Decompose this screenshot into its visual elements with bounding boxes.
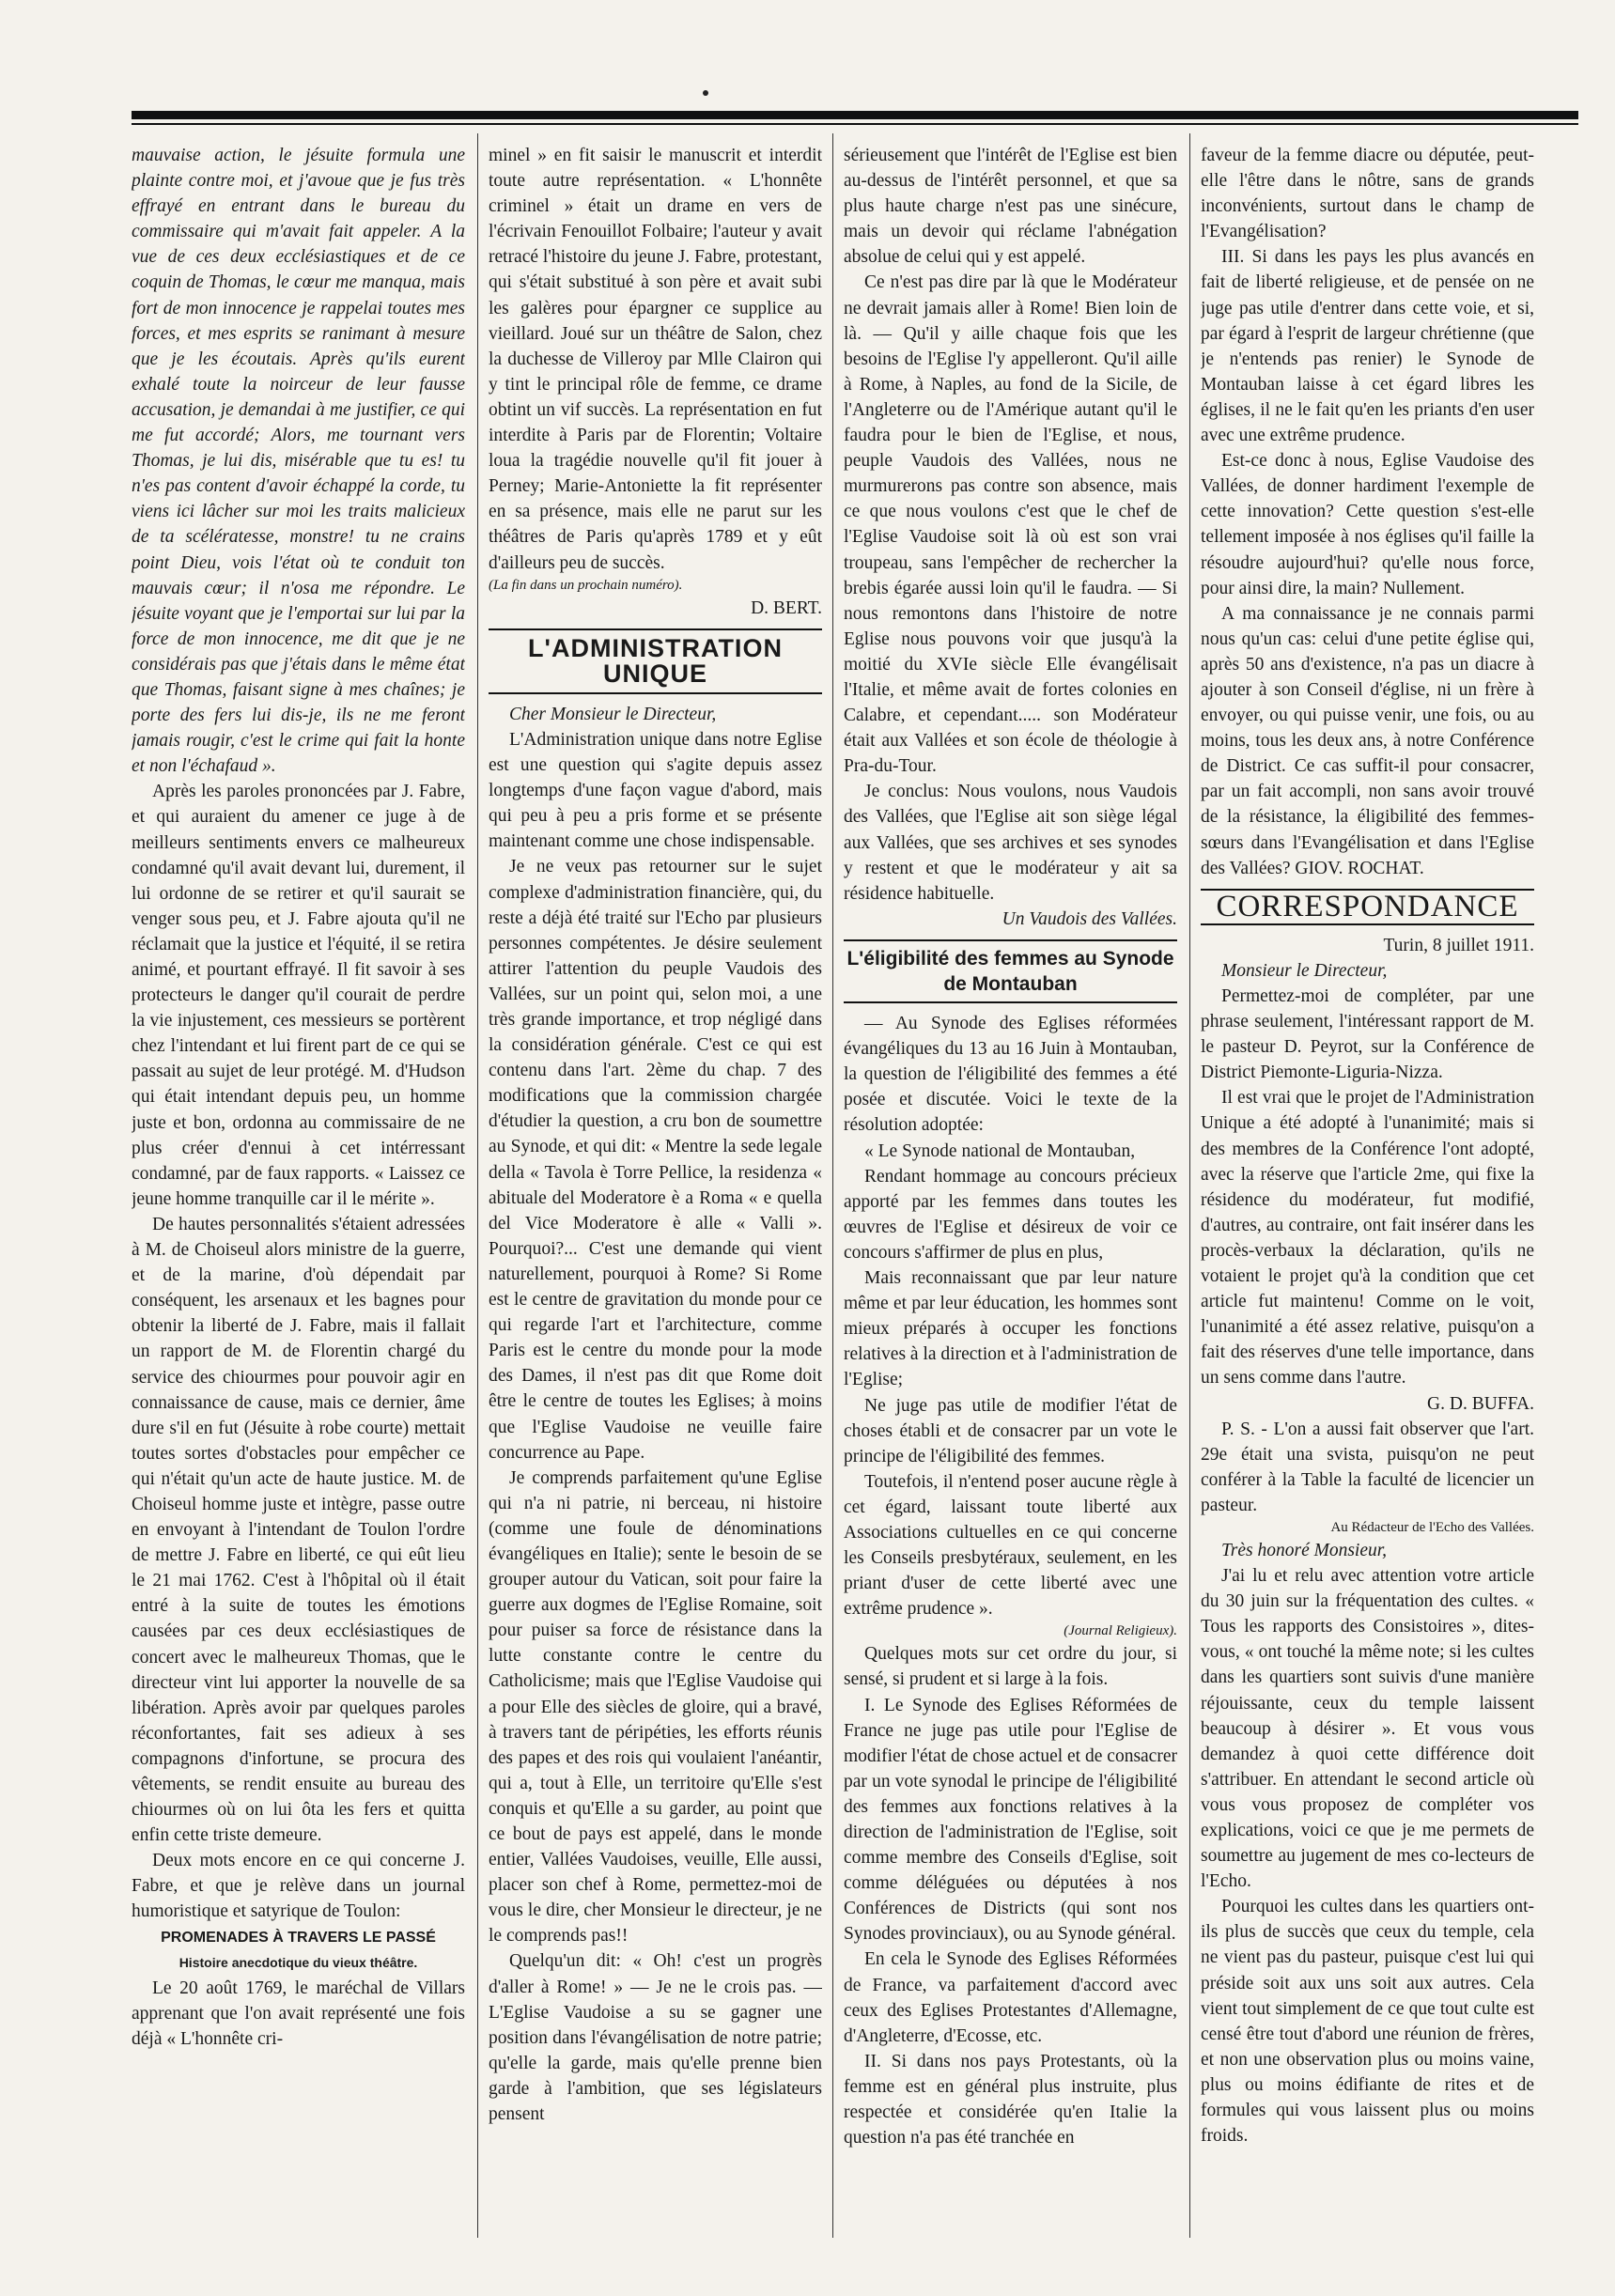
- paragraph: Au Rédacteur de l'Echo des Vallées.: [1330, 1519, 1534, 1535]
- page-mark: [703, 90, 708, 96]
- paragraph: PROMENADES À TRAVERS LE PASSÉ: [161, 1929, 436, 1946]
- header-rule-thin: [132, 123, 1578, 125]
- paragraph: Turin, 8 juillet 1911.: [1383, 935, 1534, 955]
- article-heading: L'éligibilité des femmes au Synode de Montauban: [844, 939, 1177, 1003]
- header-rule: [132, 111, 1578, 119]
- column-divider: [477, 133, 478, 2238]
- paragraph: « Le Synode national de Montauban,: [864, 1140, 1136, 1161]
- column-divider: [1189, 133, 1190, 2238]
- paragraph: Ce n'est pas dire par là que le Modérateur ne devrait jamais aller à Rome! Bien loin de là. — Qu'il y aille chaque fois que les besoins de l'Eglise l'y appelleront. Qu'il aille à Rome, à Naples, au fond de la Sicile, de l'Angleterre ou de l'Amérique autant qu'il le faudra pour le bien de l'Eglise, et nous, peuple Vaudois des Vallées, nous ne murmurerons pas contre son absence, mais ce que nous voulons c'est que le chef de l'Eglise Vaudoise soit là où est son vrai troupeau, sans l'empêcher de rechercher la brebis égarée aussi loin qu'il le faudra. — Si nous remontons dans l'histoire de notre Eglise nous pouvons voir que jusqu'à la moitié du XVIe siècle Elle évangélisait l'Italie, et même avait de fortes colonies en Calabre, et cependant..... son Modérateur était aux Vallées et son école de théologie à Pra-du-Tour.: [844, 272, 1177, 777]
- paragraph: D. BERT.: [751, 597, 822, 618]
- paragraph: P. S. - L'on a aussi fait observer que l'art. 29e était una svista, puisqu'on ne peut conférer à la Table la faculté de licencier un pasteur.: [1201, 1419, 1534, 1515]
- paragraph: Permettez-moi de compléter, par une phrase seulement, l'intéressant rapport de M. le pasteur D. Peyrot, sur la Conférence de District Piemonte-Liguria-Nizza.: [1201, 986, 1534, 1083]
- paragraph: Un Vaudois des Vallées.: [1002, 908, 1177, 929]
- paragraph: III. Si dans les pays les plus avancés en fait de liberté religieuse, et de pensée on ne juge pas utile d'entrer dans cette voie, et si, par égard à l'esprit de largeur chrétienne (que je n'entends pas renier) le Synode de Montauban laisse à cet égard libres les églises, il ne le fait qu'en les priants d'en user avec une extrême prudence.: [1201, 247, 1534, 446]
- column-2: [489, 143, 822, 2228]
- column-1: [132, 143, 465, 2228]
- paragraph: faveur de la femme diacre ou députée, peut-elle l'être dans le nôtre, sans de grands inconvénients, surtout dans le champ de l'Evangélisation?: [1201, 146, 1534, 242]
- paragraph: Est-ce donc à nous, Eglise Vaudoise des Vallées, de donner hardiment l'exemple de cette innovation? Cette question s'est-elle tellement imposée à nos églises qu'il faille la résoudre aujourd'hui? qu'elle nous force, pour ainsi dire, la main? Nullement.: [1201, 451, 1534, 598]
- paragraph: I. Le Synode des Eglises Réformées de France ne juge pas utile pour l'Eglise de modifier l'état de chose actuel et de consacrer par un vote synodal le principe de l'éligibilité des femmes aux fonctions relatives à la direction de l'administration de l'Eglise, soit comme membre des Conseils d'Eglise, soit comme déléguées ou députées à nos Conférences de Districts (qui sont nos Synodes provinciaux), ou au Synode général.: [844, 1695, 1177, 1945]
- article-heading: L'ADMINISTRATION UNIQUE: [489, 628, 822, 694]
- paragraph: Deux mots encore en ce qui concerne J. Fabre, et que je relève dans un journal humoristique et satyrique de Toulon:: [132, 1851, 465, 1922]
- article-heading: CORRESPONDANCE: [1201, 889, 1534, 925]
- paragraph: sérieusement que l'intérêt de l'Eglise est bien au-dessus de l'intérêt personnel, et que sa plus haute charge n'est pas une sinécure, mais un devoir qui réclame l'abnégation absolue de celui qui y est appelé.: [844, 146, 1177, 268]
- paragraph: G. D. BUFFA.: [1427, 1393, 1534, 1414]
- paragraph: Après les paroles prononcées par J. Fabre, et qui auraient du amener ce juge à de meilleurs sentiments envers ce malheureux condamné qu'il avait devant lui, durement, il lui ordonne de se retirer et qu'il saurait se venger sous peu, et J. Fabre ajouta qu'il ne réclamait que la justice et l'équité, il se retira animé, et pourtant effrayé. Il fit savoir à ses protecteurs le danger qu'il courait de perdre la vie injustement, ces messieurs se portèrent chez l'intendant et lui firent part de ce qui se passait au sujet de leur protégé. M. d'Hudson qui était intendant depuis peu, un homme juste et bon, ordonna au commissaire de ne plus créer d'ennui à cet intérressant condamné, par de faux rapports. « Laissez ce jeune homme tranquille car il le mérite ».: [132, 782, 465, 1209]
- paragraph: Toutefois, il n'entend poser aucune règle à cet égard, laissant toute liberté aux Associations cultuelles en ce qui concerne les Conseils presbytéraux, seulement, en les priant d'user de cette liberté avec une extrême prudence ».: [844, 1471, 1177, 1620]
- paragraph: Quelques mots sur cet ordre du jour, si sensé, si prudent et si large à la fois.: [844, 1644, 1177, 1690]
- paragraph: mauvaise action, le jésuite formula une plainte contre moi, et j'avoue que je fus très effrayé en entrant dans le bureau du commissaire qui m'avait fait appeler. A la vue de ces deux ecclésiastiques et de ce coquin de Thomas, le cœur me manqua, mais fort de mon innocence je rappelai toutes mes forces, et mes esprits se ranimant à mesure que je les écoutais. Après qu'ils eurent exhalé toute la noirceur de leur fausse accusation, je demandai à me justifier, ce qui me fut accordé; Alors, me tournant vers Thomas, je lui dis, misérable que tu es! tu n'es pas content d'avoir échappé la corde, tu viens ici lâcher sur moi les traits malicieux de ta scélératesse, monstre! tu ne crains point Dieu, vois l'état où te conduit ton mauvais cœur; il n'osa me répondre. Le jésuite voyant que je l'emportai sur lui par la force de mon innocence, me dit que je ne considérais pas que j'étais dans le même état que Thomas, faisant signe à mes chaînes; je porte des fers lui dis-je, ils ne me feront jamais rougir, c'est le crime qui fait la honte et non l'échafaud ».: [132, 146, 465, 777]
- paragraph: Rendant hommage au concours précieux apporté par les femmes dans toutes les œuvres de l'Eglise et désireux de voir ce concours s'affirmer de plus en plus,: [844, 1166, 1177, 1263]
- paragraph: De hautes personnalités s'étaient adressées à M. de Choiseul alors ministre de la guerre, et de la marine, d'où dépendait par conséquent, les arsenaux et les bagnes pour obtenir la liberté de J. Fabre, mais il fallait un rapport de M. de Florentin chargé du service des chiourmes pour pouvoir agir en connaissance de cause, mais ce dernier, âme dure s'il en fut (Jésuite à robe courte) mettait toutes sortes d'obstacles pour empêcher ce qui n'était qu'un acte de haute justice. M. de Choiseul homme juste et intègre, passe outre en envoyant à l'intendant de Toulon l'ordre de mettre J. Fabre en liberté, ce qui eût lieu le 21 mai 1762. C'est à l'hôpital où il était entré à la suite de toutes les émotions causées par ces deux ecclésiastiques de concert avec le malheureux Thomas, que le directeur vint lui apporter la nouvelle de sa libération. Après avoir par quelques paroles réconfortantes, fait ses adieux à ses compagnons d'infortune, se procura des vêtements, se rendit ensuite au bureau des chiourmes où on lui ôta les fers et quitta enfin cette triste demeure.: [132, 1214, 465, 1846]
- paragraph: Ne juge pas utile de modifier l'état de choses établi et de consacrer par un vote le principe de l'éligibilité des femmes.: [844, 1395, 1177, 1466]
- column-divider: [832, 133, 833, 2238]
- paragraph: Je conclus: Nous voulons, nous Vaudois des Vallées, que l'Eglise ait son siège légal aux Vallées, que ses archives et ses synodes y restent et que le modérateur y ait sa résidence habituelle.: [844, 782, 1177, 904]
- paragraph: Quelqu'un dit: « Oh! c'est un progrès d'aller à Rome! » — Je ne le crois pas. — L'Eglise Vaudoise a su se gagner une position dans l'évangélisation de notre patrie; qu'elle la garde, mais qu'elle prenne bien garde à l'ambition, que ses législateurs pensent: [489, 1951, 822, 2125]
- paragraph: Histoire anecdotique du vieux théâtre.: [179, 1954, 418, 1970]
- column-3: [844, 143, 1177, 2228]
- paragraph: Je comprends parfaitement qu'une Eglise qui n'a ni patrie, ni berceau, ni histoire (comme une foule de dénominations évangéliques en Italie); sente le besoin de se grouper autour du Vatican, soit pour faire la guerre aux dogmes de l'Eglise Romaine, soit pour puiser sa force de résistance dans la lutte constante contre le centre du Catholicisme; mais que l'Eglise Vaudoise qui a pour Elle des siècles de gloire, qui a bravé, à travers tant de péripéties, les efforts réunis des papes et des rois qui voulaient l'anéantir, qui a, tout à Elle, un territoire qu'Elle s'est conquis et qu'Elle a su garder, au point que ce bout de pays est appelé, dans le monde entier, Vallées Vaudoises, veuille, Elle aussi, placer son chef à Rome, permettez-moi de vous le dire, cher Monsieur le directeur, je ne le comprends pas!!: [489, 1467, 822, 1947]
- column-4: [1201, 143, 1534, 2228]
- paragraph: Je ne veux pas retourner sur le sujet complexe d'administration financière, qui, du reste a déjà été traité sur l'Echo par plusieurs personnes compétentes. Je désire seulement attirer l'attention du peuple Vaudois des Vallées, sur un point qui, selon moi, a une très grande importance, et trop négligé dans la considération générale. C'est ce qui est contenu dans l'art. 2ème du chap. 7 des modifications que la commission chargée d'étudier la question, a cru bon de soumettre au Synode, et qui dit: « Mentre la sede legale della « Tavola è Torre Pellice, la residenza « abituale del Moderatore è a Roma « e quella del Vice Moderatore è alle « Valli ». Pourquoi?... C'est une demande qui vient naturellement, pourquoi à Rome? Si Rome est le centre de gravitation du monde pour ce qui regarde l'art et l'architecture, comme Paris est le centre du monde pour la mode des Dames, il n'est pas dit que Rome doit être le centre de toutes les Eglises; à moins que l'Eglise Vaudoise ne veuille faire concurrence au Pape.: [489, 857, 822, 1463]
- paragraph: Cher Monsieur le Directeur,: [509, 704, 717, 724]
- paragraph: — Au Synode des Eglises réformées évangéliques du 13 au 16 Juin à Montauban, la question de l'éligibilité des femmes a été posée et discutée. Voici le texte de la résolution adoptée:: [844, 1014, 1177, 1136]
- paragraph: Il est vrai que le projet de l'Administration Unique a été adopté à l'unanimité; mais si des membres de la Conférence l'ont adopté, avec la réserve que l'article 2me, qui fixe la résidence du modérateur, fut modifié, d'autres, au contraire, ont fait insérer dans les procès-verbaux la déclaration, qu'ils ne votaient le projet qu'à la condition que cet article fut maintenu! Comme on le voit, l'unanimité a été assez relative, puisqu'on a fait des réserves d'une telle importance, dans un sens comme dans l'autre.: [1201, 1088, 1534, 1388]
- paragraph: L'Administration unique dans notre Eglise est une question qui s'agite depuis assez longtemps d'une façon vague d'abord, mais qui peu à peu a pris forme et se présente maintenant comme une chose indispensable.: [489, 729, 822, 852]
- paragraph: minel » en fit saisir le manuscrit et interdit toute autre représentation. « L'honnête criminel » était un drame en vers de l'écrivain Fenouillot Folbaire; l'auteur y avait retracé l'histoire du jeune J. Fabre, protestant, qui s'était substitué à son père et avait subi les galères pour épargner ce supplice au vieillard. Joué sur un théâtre de Salon, chez la duchesse de Villeroy par Mlle Clairon qui y tint le principal rôle de femme, ce drame obtint un vif succès. La représentation en fut interdite à Paris par de Florentin; Voltaire loua la tragédie nouvelle qu'il fit jouer à Perney; Marie-Antoniette la fit représenter en sa présence, mais elle ne parut sur les théâtres de Paris qu'après 1789 et y eût d'ailleurs peu de succès.: [489, 146, 822, 573]
- paragraph: En cela le Synode des Eglises Réformées de France, va parfaitement d'accord avec ceux des Eglises Protestantes d'Allemagne, d'Angleterre, d'Ecosse, etc.: [844, 1949, 1177, 2046]
- paragraph: II. Si dans nos pays Protestants, où la femme est en général plus instruite, plus respectée et considérée qu'en Italie la question n'a pas été tranchée en: [844, 2051, 1177, 2149]
- paragraph: Très honoré Monsieur,: [1221, 1540, 1388, 1560]
- paragraph: Monsieur le Directeur,: [1221, 960, 1388, 981]
- paragraph: (Journal Religieux).: [1064, 1623, 1177, 1639]
- paragraph: (La fin dans un prochain numéro).: [489, 577, 683, 593]
- paragraph: A ma connaissance je ne connais parmi nous qu'un cas: celui d'une petite église qui, après 50 ans d'existence, n'a pas un diacre à ajouter à son Conseil d'église, ni un frère à envoyer, ou qui puisse venir, une fois, ou au moins, tous les deux ans, à notre Conférence de District. Ce cas suffit-il pour consacrer, par un fait accompli, non sans avoir trouvé de la résistance, la éligibilité des femmes-sœurs dans l'Evangélisation et dans l'Eglise des Vallées? GIOV. ROCHAT.: [1201, 603, 1534, 878]
- paragraph: J'ai lu et relu avec attention votre article du 30 juin sur la fréquentation des cultes. « Tous les rapports des Consistoires », dites-vous, « ont touché la même note; si les cultes dans les quartiers sont suivis d'une manière réjouissante, ceux du temple laissent beaucoup à désirer ». Et vous vous demandez à quoi cette différence doit s'attribuer. En attendant le second article où vous vous proposez de compléter vos explications, voici ce que je me permets de soumettre au jugement de mes co-lecteurs de l'Echo.: [1201, 1566, 1534, 1892]
- paragraph: Pourquoi les cultes dans les quartiers ont-ils plus de succès que ceux du temple, cela ne vient pas du pasteur, puisque c'est lui qui préside soit aux uns soit aux autres. Cela vient tout simplement de ce que tout culte est censé être tout d'abord une réunion de frères, et non une observation plus ou moins vaine, plus ou moins édifiante de rites et de formules qui vous laissent plus ou moins froids.: [1201, 1897, 1534, 2147]
- paragraph: Le 20 août 1769, le maréchal de Villars apprenant que l'on avait représenté une fois déjà « L'honnête cri-: [132, 1978, 465, 2049]
- paragraph: Mais reconnaissant que par leur nature même et par leur éducation, les hommes sont mieux préparés à occuper les fonctions relatives à la direction et à l'administration de l'Eglise;: [844, 1268, 1177, 1390]
